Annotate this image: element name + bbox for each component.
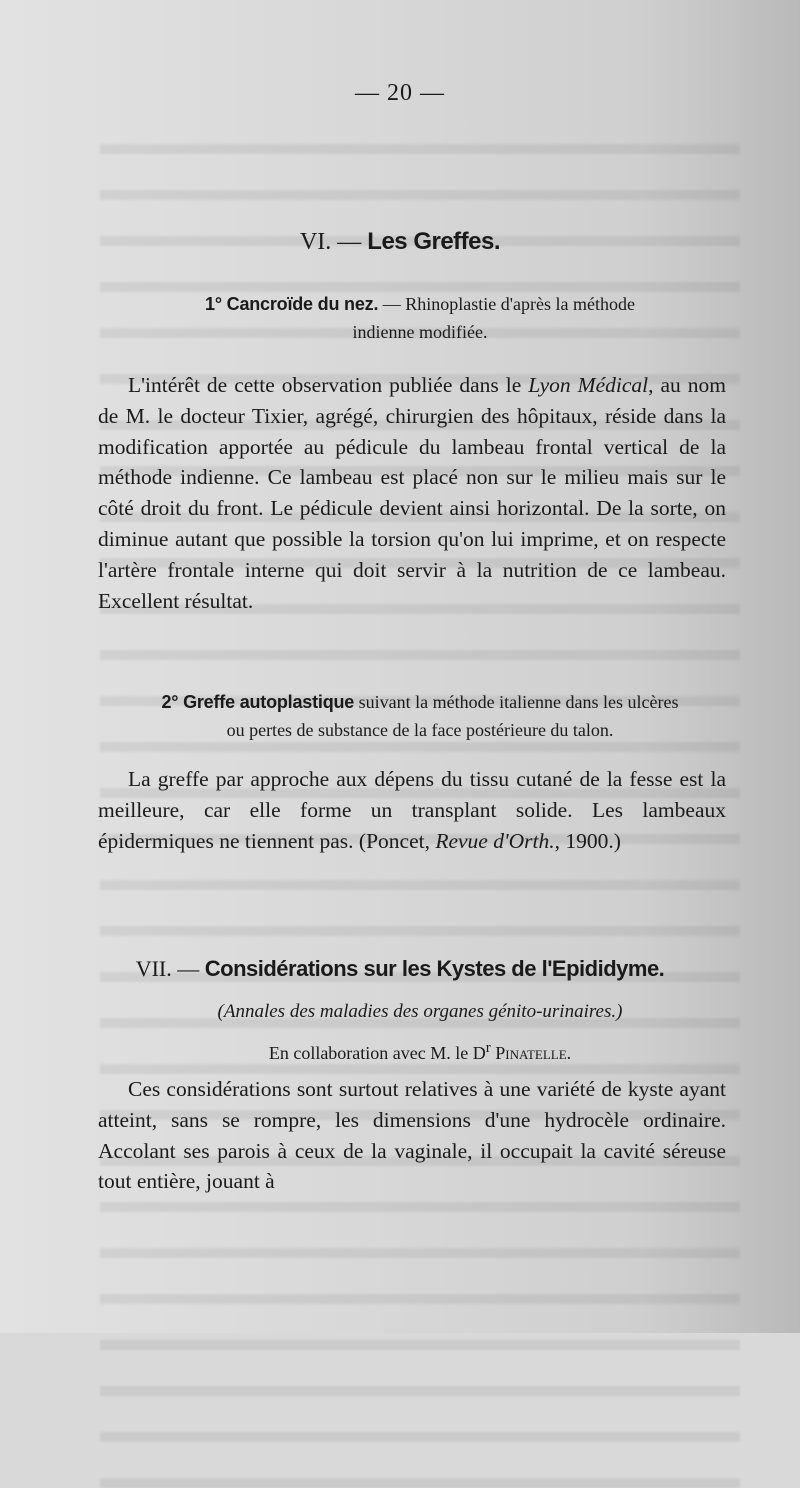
para1-text-a: L'intérêt de cette observation publiée dans le [128, 373, 529, 397]
section-number: VII. [135, 956, 172, 981]
section-heading-vii [0, 956, 800, 982]
collaborator-name: Pinatelle. [495, 1043, 572, 1063]
item-1-text-line2: indienne modifiée. [352, 322, 488, 342]
para2-text-a: La greffe par approche aux dépens du tissu cutané de la fesse est la meilleure, car elle forme un transplant solide. Les lambeaux épidermiques ne tiennent pas. (Poncet, [98, 767, 726, 853]
collaboration-line [100, 1034, 740, 1067]
para1-text-b: , au nom de M. le docteur Tixier, agrégé, chirurgien des hôpitaux, réside dans la modification apportée au pédicule du lambeau frontal vertical de la méthode indienne. Ce lambeau est placé non sur le milieu mais sur le côté droit du front. Le pédicule devient ainsi horizontal. De la sorte, on diminue autant que possible la torsion qu'on lui imprime, et on respecte l'artère frontale interne qui doit servir à la nutrition de ce lambeau. Excellent résultat. [98, 373, 726, 613]
item-2-text-line2: ou pertes de substance de la face postérieure du talon. [226, 720, 614, 740]
section-title: Les Greffes. [367, 228, 501, 255]
item-2-label: 2° Greffe autoplastique [161, 692, 355, 712]
collab-prefix: En collaboration avec M. le D [268, 1043, 486, 1063]
para2-text-b: , 1900.) [554, 828, 621, 853]
paragraph-graft [98, 764, 726, 856]
section-number: VI. [299, 229, 332, 255]
heading-dash: — [177, 956, 200, 981]
paragraph-rhinoplasty [98, 370, 726, 616]
item-2-heading [96, 688, 744, 744]
paragraph-kystes [98, 1074, 726, 1197]
item-2-text-line1: suivant la méthode italienne dans les ulcères [354, 692, 679, 712]
journal-title-lyon: Lyon Médical [528, 373, 649, 397]
journal-title-revue: Revue d'Orth. [435, 828, 555, 853]
section-title: Considérations sur les Kystes de l'Epididyme. [204, 956, 665, 981]
item-1-text-line1: — Rhinoplastie d'après la méthode [378, 294, 635, 314]
source-citation: (Annales des maladies des organes génito-urinaires.) [217, 1001, 623, 1022]
item-1-label: 1° Cancroïde du nez. [205, 294, 379, 314]
collab-sup: r [485, 1040, 491, 1056]
section-heading-vi [0, 228, 800, 256]
heading-dash: — [337, 229, 362, 255]
para3-text: Ces considérations sont surtout relatives à une variété de kyste ayant atteint, sans se rompre, les dimensions d'une hydrocèle ordinaire. Accolant ses parois à ceux de la vaginale, il occupait la cavité séreuse tout entière, jouant à [98, 1077, 726, 1194]
item-1-heading [100, 290, 740, 346]
page-number: — 20 — [355, 80, 445, 106]
